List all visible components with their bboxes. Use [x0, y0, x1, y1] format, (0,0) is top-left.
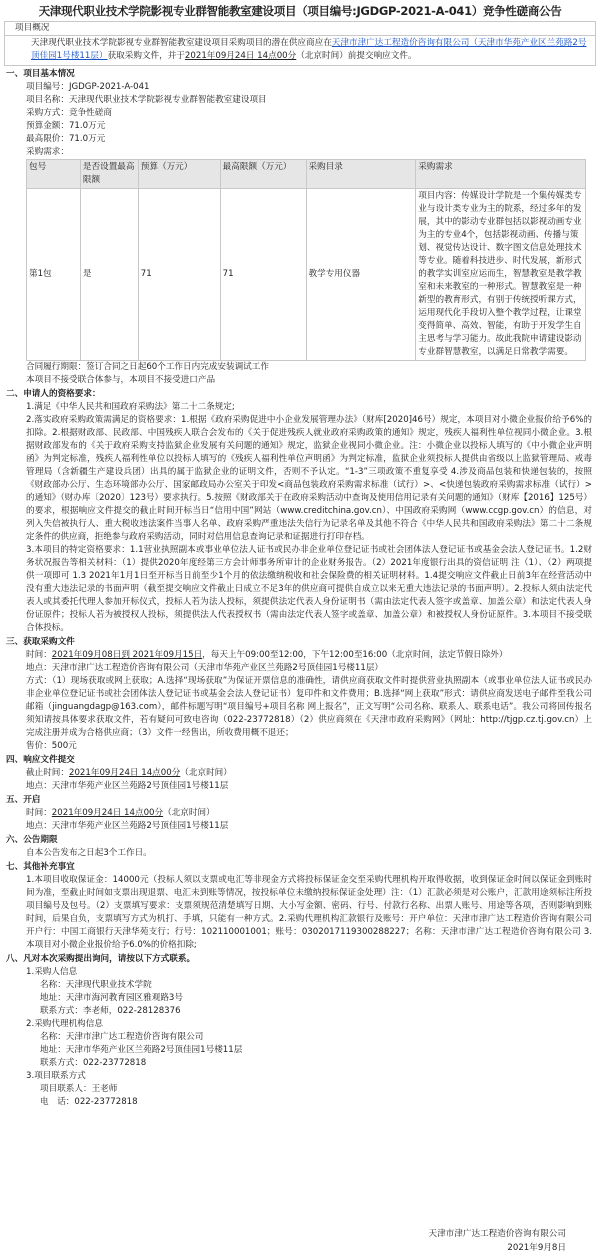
qualification-3: 3.本项目的特定资格要求：1.1营业执照副本或事业单位法人证书或民办非企业单位登记证书或社会团体法人登记证书或基金会法人登记证书。1.2财务状况报告等相关材料：（1）提供2020年度经第三方会计师事务所审计的企业财务报告。（2）2021年度银行出具的资信证明 注（1）、（2）两项提供一项即可 1.3 2021年1月1日至开标当日前至少1个月的依法缴纳税收和社会保险费的相关证明材料。1.4提交响应文件截止日前3年在经营活动中没有重大违法记录的书面声明（截至提交响应文件截止日成立不足3年的供应商可提供自成立以来无重大违法记录的书面声明）。2.投标人须由法定代表人或其委托代理人参加开标仪式，投标人若为法人投标，须提供法定代表人身份证明书（需由法定代表人签字或盖章、加盖公章）和法定代表人身份证原件；投标人若为被授权人投标，须提供法人代表授权书（需由法定代表人签字或盖章、加盖公章）和被授权人身份证原件。3.本项目不接受联合体投标。	[26, 545, 592, 633]
project-name: 项目名称：天津现代职业技术学院影视专业群智能教室建设项目	[26, 95, 267, 105]
purchaser-address: 地址：天津市海河教育园区雅观路3号	[40, 993, 183, 1003]
cell-requirement: 项目内容：传媒设计学院是一个集传媒类专业与设计类专业为主的院系，经过多年的发展，其中的影动专业群包括以影视动画专业为主的专业4个，包括影视动画、传播与策划、视觉传达设计、数字图文信息处理技术等专业。随着科技进步、时代发展，新形式的教学实训室应运而生，智慧教室是教学教室和未来教室的一种形式。智慧教室是一种新型的教育形式，有别于传统授听课方式，运用现代化手段切入整个教学过程，让课堂变得简单、高效、智能，有助于开发学生自主思考与学习能力。故此我院申请建设影动专业群智慧教室，以满足日常教学需要。	[416, 189, 586, 361]
header-package: 包号	[27, 160, 81, 189]
cell-limit: 71	[220, 189, 306, 361]
overview-agency-link[interactable]: 天津市津广达工程造价咨询有限公司（天津市华苑产业区兰苑路2号顶佳园1号楼11层）	[31, 38, 587, 61]
section-4-title: 四、响应文件提交	[6, 755, 75, 765]
obtain-method: 方式：（1）现场获取或网上获取；A.选择“现场获取”为保证开票信息的准确性，请供应商获取文件时提供营业执照副本（或事业单位法人证书或民办非企业单位登记证书或社会团体法人登记证书或基金会法人登记证书）复印件和文件费用；B.选择“网上获取”形式：请供应商发送电子邮件至我公司邮箱（jinguangdagp@163.com），邮件标题写明“项目编号+项目名称 网上报名”，正文写明“公司名称、联系人、联系电话”。我公司将回传报名须知请按具体要求获取文件，若有疑问可致电咨询（022-23772818）（2）供应商须在《天津市政府采购网》（网址：http://tjgp.cz.tj.gov.cn）上完成注册并成为合格供应商；（3）文件一经售出，所收费用概不退还；	[26, 676, 592, 738]
section-1-title: 一、项目基本情况	[6, 69, 75, 79]
obtain-time-value: 2021年09月08日到 2021年09月15日	[51, 650, 203, 660]
overview-text-3: （北京时间）前提交响应文件。	[296, 51, 417, 61]
section-8-title: 八、凡对本次采购提出询问，请按以下方式联系。	[6, 954, 196, 964]
header-has-limit: 是否设置最高限额	[80, 160, 138, 189]
signature-date: 2021年9月8日	[507, 1243, 566, 1253]
overview-text-1: 天津现代职业技术学院影视专业群智能教室建设项目采购项目的潜在供应商应在	[31, 38, 332, 48]
notice-title: 天津现代职业技术学院影视专业群智能教室建设项目（项目编号:JGDGP-2021-A-041）竞争性磋商公告	[38, 4, 562, 18]
consortium-note: 本项目不接受联合体参与，本项目不接受进口产品	[26, 375, 216, 385]
package-table	[26, 159, 586, 361]
opening-time	[4, 807, 596, 820]
max-price: 最高限价：71.0万元	[26, 134, 106, 144]
obtain-place: 地点：天津市津广达工程造价咨询有限公司（天津市华苑产业区兰苑路2号顶佳园1号楼11层）	[26, 663, 384, 673]
cell-catalog: 教学专用仪器	[306, 189, 416, 361]
other-matters: 1.本项目收取保证金：14000元（投标人须以支票或电汇等非现金方式将投标保证金交至采购代理机构开取得收据，收到保证金时间以保证金到账时间为准，至截止时间如支票出现退票、电汇未到账等情况，按投标单位未缴纳投标保证金处理）注：（1）汇款必须是对公账户，汇款用途须标注所投项目编号及包号。（2）支票填写要求：支票须规范清楚填写日期、大小写金额、密码、行号、付款行名称、出票人账号、用途等各项，否则影响到账时间，后果自负，支票填写方式为机打、手填，只能有一种方式。2.采购代理机构汇款银行及账号：开户单位：天津市津广达工程造价咨询有限公司 开户行：中国工商银行天津华苑支行；行号：102110001001；账号：0302017119300288227；名称：天津市津广达工程造价咨询有限公司 3.本项目对小微企业报价给予6.0%的价格扣除;	[26, 875, 592, 950]
project-number: 项目编号：JGDGP-2021-A-041	[26, 82, 150, 92]
budget-amount: 预算金额：71.0万元	[26, 121, 106, 131]
cell-budget: 71	[138, 189, 220, 361]
section-6-title: 六、公告期限	[6, 835, 58, 845]
header-requirement: 采购需求	[416, 160, 586, 189]
cell-has-limit: 是	[80, 189, 138, 361]
header-budget: 预算（万元）	[138, 160, 220, 189]
submit-deadline-value: 2021年09月24日 14点00分	[68, 768, 181, 778]
opening-time-rest: （北京时间）	[163, 808, 215, 818]
contact-agency-title: 2.采购代理机构信息	[26, 1019, 103, 1029]
cell-package: 第1包	[27, 189, 81, 361]
agency-contact: 联系方式：022-23772818	[40, 1058, 147, 1068]
opening-time-value: 2021年09月24日 14点00分	[51, 808, 164, 818]
requirement-label: 采购需求：	[26, 147, 69, 157]
overview-box	[4, 21, 596, 66]
overview-text-2: 获取采购文件，并于	[107, 51, 185, 61]
section-3-title: 三、获取采购文件	[6, 637, 75, 647]
table-row	[27, 189, 586, 361]
section-7-title: 七、其他补充事宜	[6, 862, 75, 872]
overview-label: 项目概况	[15, 23, 50, 33]
purchaser-contact: 联系方式：李老师，022-28128376	[40, 1006, 181, 1016]
section-2-title: 二、申请人的资格要求：	[6, 389, 101, 399]
document-price: 售价：500元	[26, 741, 77, 751]
submit-place: 地点：天津市华苑产业区兰苑路2号顶佳园1号楼11层	[26, 781, 229, 791]
project-contact-person: 项目联系人：王老师	[40, 1084, 118, 1094]
qualification-1: 1.满足《中华人民共和国政府采购法》第二十二条规定;	[26, 402, 235, 412]
overview-deadline: 2021年09月24日 14点00分	[184, 51, 297, 61]
opening-place: 地点：天津市华苑产业区兰苑路2号顶佳园1号楼11层	[26, 821, 229, 831]
section-1-after	[4, 361, 596, 387]
agency-address: 地址：天津市华苑产业区兰苑路2号顶佳园1号楼11层	[40, 1045, 243, 1055]
header-limit: 最高限额（万元）	[220, 160, 306, 189]
section-5-title: 五、开启	[6, 795, 41, 805]
purchaser-name: 名称：天津现代职业技术学院	[40, 980, 152, 990]
project-contact-phone: 电 话：022-23772818	[40, 1097, 138, 1107]
section-1-lines	[4, 81, 596, 159]
notice-period: 自本公告发布之日起3个工作日。	[26, 848, 152, 858]
signature-block	[428, 1227, 566, 1255]
header-catalog: 采购目录	[306, 160, 416, 189]
signature-company: 天津市津广达工程造价咨询有限公司	[428, 1229, 566, 1239]
submit-deadline-label: 截止时间：	[26, 768, 69, 778]
submit-deadline	[4, 767, 596, 780]
package-table-header	[27, 160, 586, 189]
submit-deadline-rest: （北京时间）	[180, 768, 232, 778]
contact-project-title: 3.项目联系方式	[26, 1071, 86, 1081]
opening-time-label: 时间：	[26, 808, 52, 818]
procurement-method: 采购方式：竞争性磋商	[26, 108, 112, 118]
obtain-time-label: 时间：	[26, 650, 52, 660]
agency-name: 名称：天津市津广达工程造价咨询有限公司	[40, 1032, 204, 1042]
overview-text	[5, 35, 595, 65]
contract-period: 合同履行期限：签订合同之日起60个工作日内完成安装调试工作	[26, 362, 269, 372]
obtain-time-rest: ，每天上午09:00至12:00，下午12:00至16:00（北京时间，法定节假日除外）	[202, 650, 508, 660]
obtain-time	[4, 649, 596, 662]
qualification-2: 2.落实政府采购政策需满足的资格要求：1.根据《政府采购促进中小企业发展管理办法》（财库[2020]46号）规定，本项目对小微企业报价给予6%的扣除。2.根据财政部、民政部、中国残疾人联合会发布的《关于促进残疾人就业政府采购政策的通知》规定，残疾人福利性单位视同小微企业。3.根据财政部发布的《关于政府采购支持监狱企业发展有关问题的通知》规定，监狱企业视同小微企业。注：小微企业以投标人填写的《中小微企业声明函》为判定标准，残疾人福利性单位以投标人填写的《残疾人福利性单位声明函》为判定标准，监狱企业须投标人提供由省级以上监狱管理局、戒毒管理局（含新疆生产建设兵团）出具的属于监狱企业的证明文件，否则不予认定。“1-3”三项政策不重复享受 4.涉及商品包装和快递包装的，按照《财政部办公厅、生态环境部办公厅、国家邮政局办公室关于印发<商品包装政府采购需求标准（试行）>、<快递包装政府采购需求标准（试行）>的通知》（财办库〔2020〕123号）要求执行。5.按照《财政部关于在政府采购活动中查询及使用信用记录有关问题的通知》（财库【2016】125号）的要求，根据响应文件提交的截止时间开标当日“信用中国”网站（www.creditchina.gov.cn）、中国政府采购网（www.ccgp.gov.cn）的信息，对列入失信被执行人、重大税收违法案件当事人名单、政府采购严重违法失信行为记录名单及其他不符合《中华人民共和国政府采购法》第二十二条规定条件的供应商，拒绝参与政府采购活动，同时对信用信息查询记录和证据进行打印存档。	[26, 415, 592, 542]
contact-purchaser-title: 1.采购人信息	[26, 967, 78, 977]
